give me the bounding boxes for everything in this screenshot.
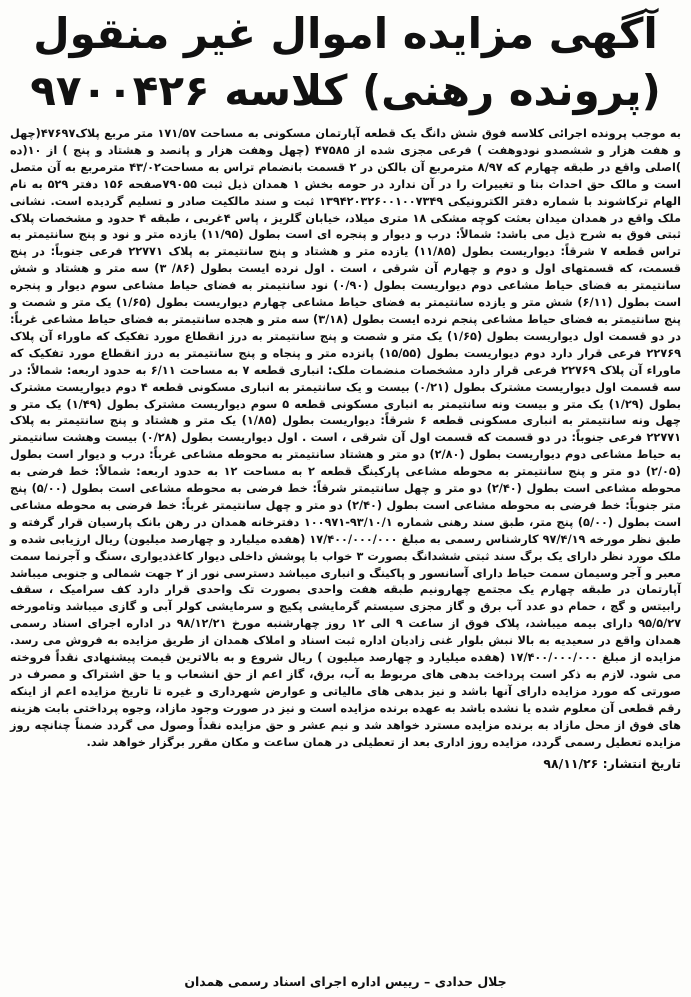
notice-subtitle: (پرونده رهنی) کلاسه ۹۷۰۰۴۲۶ [30,66,661,115]
signature-line: جلال حدادی – رییس اداره اجرای اسناد رسمی همدان [184,974,507,989]
notice-body: به موجب پرونده اجرائی کلاسه فوق شش دانگ یک قطعه آپارتمان مسکونی به مساحت ۱۷۱/۵۷ متر مربع پلاک۴۷۶۹۷(چهل و هفت هزار و ششصدو نودوهفت ) فرعی مجزی شده از ۴۷۵۸۵ (چهل وهفت هزار و پانصد و هشتاد و پنج ) از ۱۰(ده )اصلی واقع در طبقه چهارم که ۸/۹۷ مترمربع آن بالکن در ۲ قسمت بانضمام تراس به مساحت۴۳/۰۲ مترمربع به آن متصل است و مالک حق احداث بنا و تغییرات را در آن ندارد در حومه بخش ۱ همدان ذیل ثبت ۷۹۰۵۵صفحه ۱۵۶ دفتر ۵۲۹ به نام الهام ترکاشوند با شماره دفتر الکترونیکی ۱۳۹۴۲۰۳۲۶۰۰۱۰۰۷۳۴۹ ثبت و سند مالکیت صادر و تسلیم گردیده است. نشانی ملک واقع در همدان میدان بعثت کوچه مشکی ۱۸ متری میلاد، خیابان گلریز ، پاس ۴غربی ، طبقه ۴ حدود و مشخصات پلاک ثبتی فوق به شرح ذیل می باشد: شمالاً: درب و دیوار و پنجره ای است بطول (۱۱/۹۵) یازده متر و نود و پنج سانتیمتر به تراس قطعه ۷ شرقاً: دیواریست بطول (۱۱/۸۵) یازده متر و هشتاد و پنج سانتیمتر به پلاک ۲۲۷۷۱ فرعی جنوباً: در پنج قسمت، که قسمتهای اول و دوم و چهارم آن شرقی ، است . اول نرده ایست بطول (۸۶/ ۳) سه متر و هشتاد و شش سانتیمتر به فضای حیاط مشاعی دوم دیواریست بطول (۰/۹۰) نود سانتیمتر به فضای حیاط مشاعی سوم دیوار و پنجره است بطول (۶/۱۱) شش متر و یازده سانتیمتر به فضای حیاط مشاعی چهارم دیواریست بطول (۱/۶۵) یک متر و شصت و پنج سانتیمتر به فضای حیاط مشاعی پنجم نرده ایست بطول (۳/۱۸) سه متر و هجده سانتیمتر به فضای حیاط مشاعی غرباً: در دو قسمت اول دیواریست بطول (۱/۶۵) یک متر و شصت و پنج سانتیمتر به درز انقطاع مورد تفکیک که ماوراء آن پلاک ۲۲۷۶۹ فرعی قرار دارد دوم دیواریست بطول (۱۵/۵۵) پانزده متر و پنجاه و پنج سانتیمتر به درز انقطاع مورد تفکیک که ماوراء آن پلاک ۲۲۷۶۹ فرعی قرار دارد مشخصات منضمات ملک: انباری قطعه ۷ به مساحت ۶/۱۱ به حدود اربعه: شمالاً: در سه قسمت اول دیواریست مشترک بطول (۰/۲۱) بیست و یک سانتیمتر به انباری مسکونی قطعه ۴ دوم دیواریست مشترک بطول (۱/۲۹) یک متر و بیست ونه سانتیمتر به انباری مسکونی قطعه ۵ سوم دیواریست مشترک بطول (۱/۴۹) یک متر و چهل ونه سانتیمتر به انباری مسکونی قطعه ۶ شرقاً: دیواریست بطول (۱/۸۵) یک متر و هشتاد و پنج سانتیمتر به پلاک ۲۲۷۷۱ فرعی جنوباً: در دو قسمت که قسمت اول آن شرقی ، است . اول دیواریست بطول (۰/۲۸) بیست وهشت سانتیمتر به حیاط مشاعی دوم دیواریست بطول (۲/۸۰) دو متر و هشتاد سانتیمتر به محوطه مشاعی غرباً: درب و دیوار است بطول (۲/۰۵) دو متر و پنج سانتیمتر به محوطه مشاعی پارکینگ قطعه ۲ به مساحت ۱۲ به حدود اربعه: شمالاً: خط فرضی به محوطه مشاعی است بطول (۲/۴۰) دو متر و چهل سانتیمتر شرقاً: خط فرضی به محوطه مشاعی است بطول (۵/۰۰) پنج متر جنوباً: خط فرضی به محوطه مشاعی است بطول (۲/۴۰) دو متر و چهل سانتیمتر غرباً: خط فرضی به محوطه مشاعی است بطول (۵/۰۰) پنج متر، طبق سند رهنی شماره ۹۳/۱۰/۱-۱۰۰۹۷۱ دفترخانه همدان در رهن بانک پارسیان قرار گرفته و طبق نظر مورخه ۹۷/۴/۱۹ کارشناس رسمی به مبلغ ۱۷/۴۰۰/۰۰۰/۰۰۰ (هفده میلیارد و چهارصد میلیون) ریال ارزیابی شده و ملک مورد نظر دارای یک برگ سند ثبتی ششدانگ بصورت ۳ خواب با پوشش داخلی دیوار کاغذدیواری ،سنگ و آجرنما سمت معبر و آجر وسیمان سمت حیاط دارای آسانسور و پاکینگ و انباری میباشد دسترسی نور از ۲ جهت شمالی و جنوبی میباشد آپارتمان در طبقه چهارم یک مجتمع چهارونیم طبقه هفت واحدی بصورت تک واحدی قرار دارد کف سرامیک ، سقف رابیتس و گچ ، حمام دو عدد آب برق و گاز مجزی سیستم گرمایشی پکیج و سرمایشی کولر آبی و گازی میباشد وتامورخه ۹۵/۵/۲۷ دارای بیمه میباشد، پلاک فوق از ساعت ۹ الی ۱۲ روز چهارشنبه مورخ ۹۸/۱۲/۲۱ در اداره اجرای اسناد رسمی همدان واقع در سعیدیه به بالا نبش بلوار غنی زادیان اداره ثبت اسناد و املاک همدان از طریق مزایده به فروش می رسد. مزایده از مبلغ ۱۷/۴۰۰/۰۰۰/۰۰۰ (هفده میلیارد و چهارصد میلیون ) ریال شروع و به بالاترین قیمت پیشنهادی نقداً فروخته می شود. لازم به ذکر است پرداخت بدهی های مربوط به آب، برق، گاز اعم از حق انشعاب و یا حق اشتراک و مصرف در صورتی که مورد مزایده دارای آنها باشد و نیز بدهی های مالیاتی و عوارض شهرداری و غیره تا تاریخ مزایده اعم از اینکه رقم قطعی آن معلوم شده یا نشده باشد به عهده برنده مزایده است و نیز در صورت وجود مازاد، وجوه پرداختی بابت هزینه های فوق از محل مازاد به برنده مزایده مسترد خواهد شد و نیم عشر و حق مزایده نقداً وصول می گردد ضمناً چنانچه روز مزایده تعطیل رسمی گردد، مزایده روز اداری بعد از تعطیلی در همان ساعت و مکان مقرر برگزار خواهد شد. [10,127,682,749]
publish-date: تاریخ انتشار: ۹۸/۱۱/۲۶ [543,755,681,771]
notice-title: آگهی مزایده اموال غیر منقول [33,9,658,58]
